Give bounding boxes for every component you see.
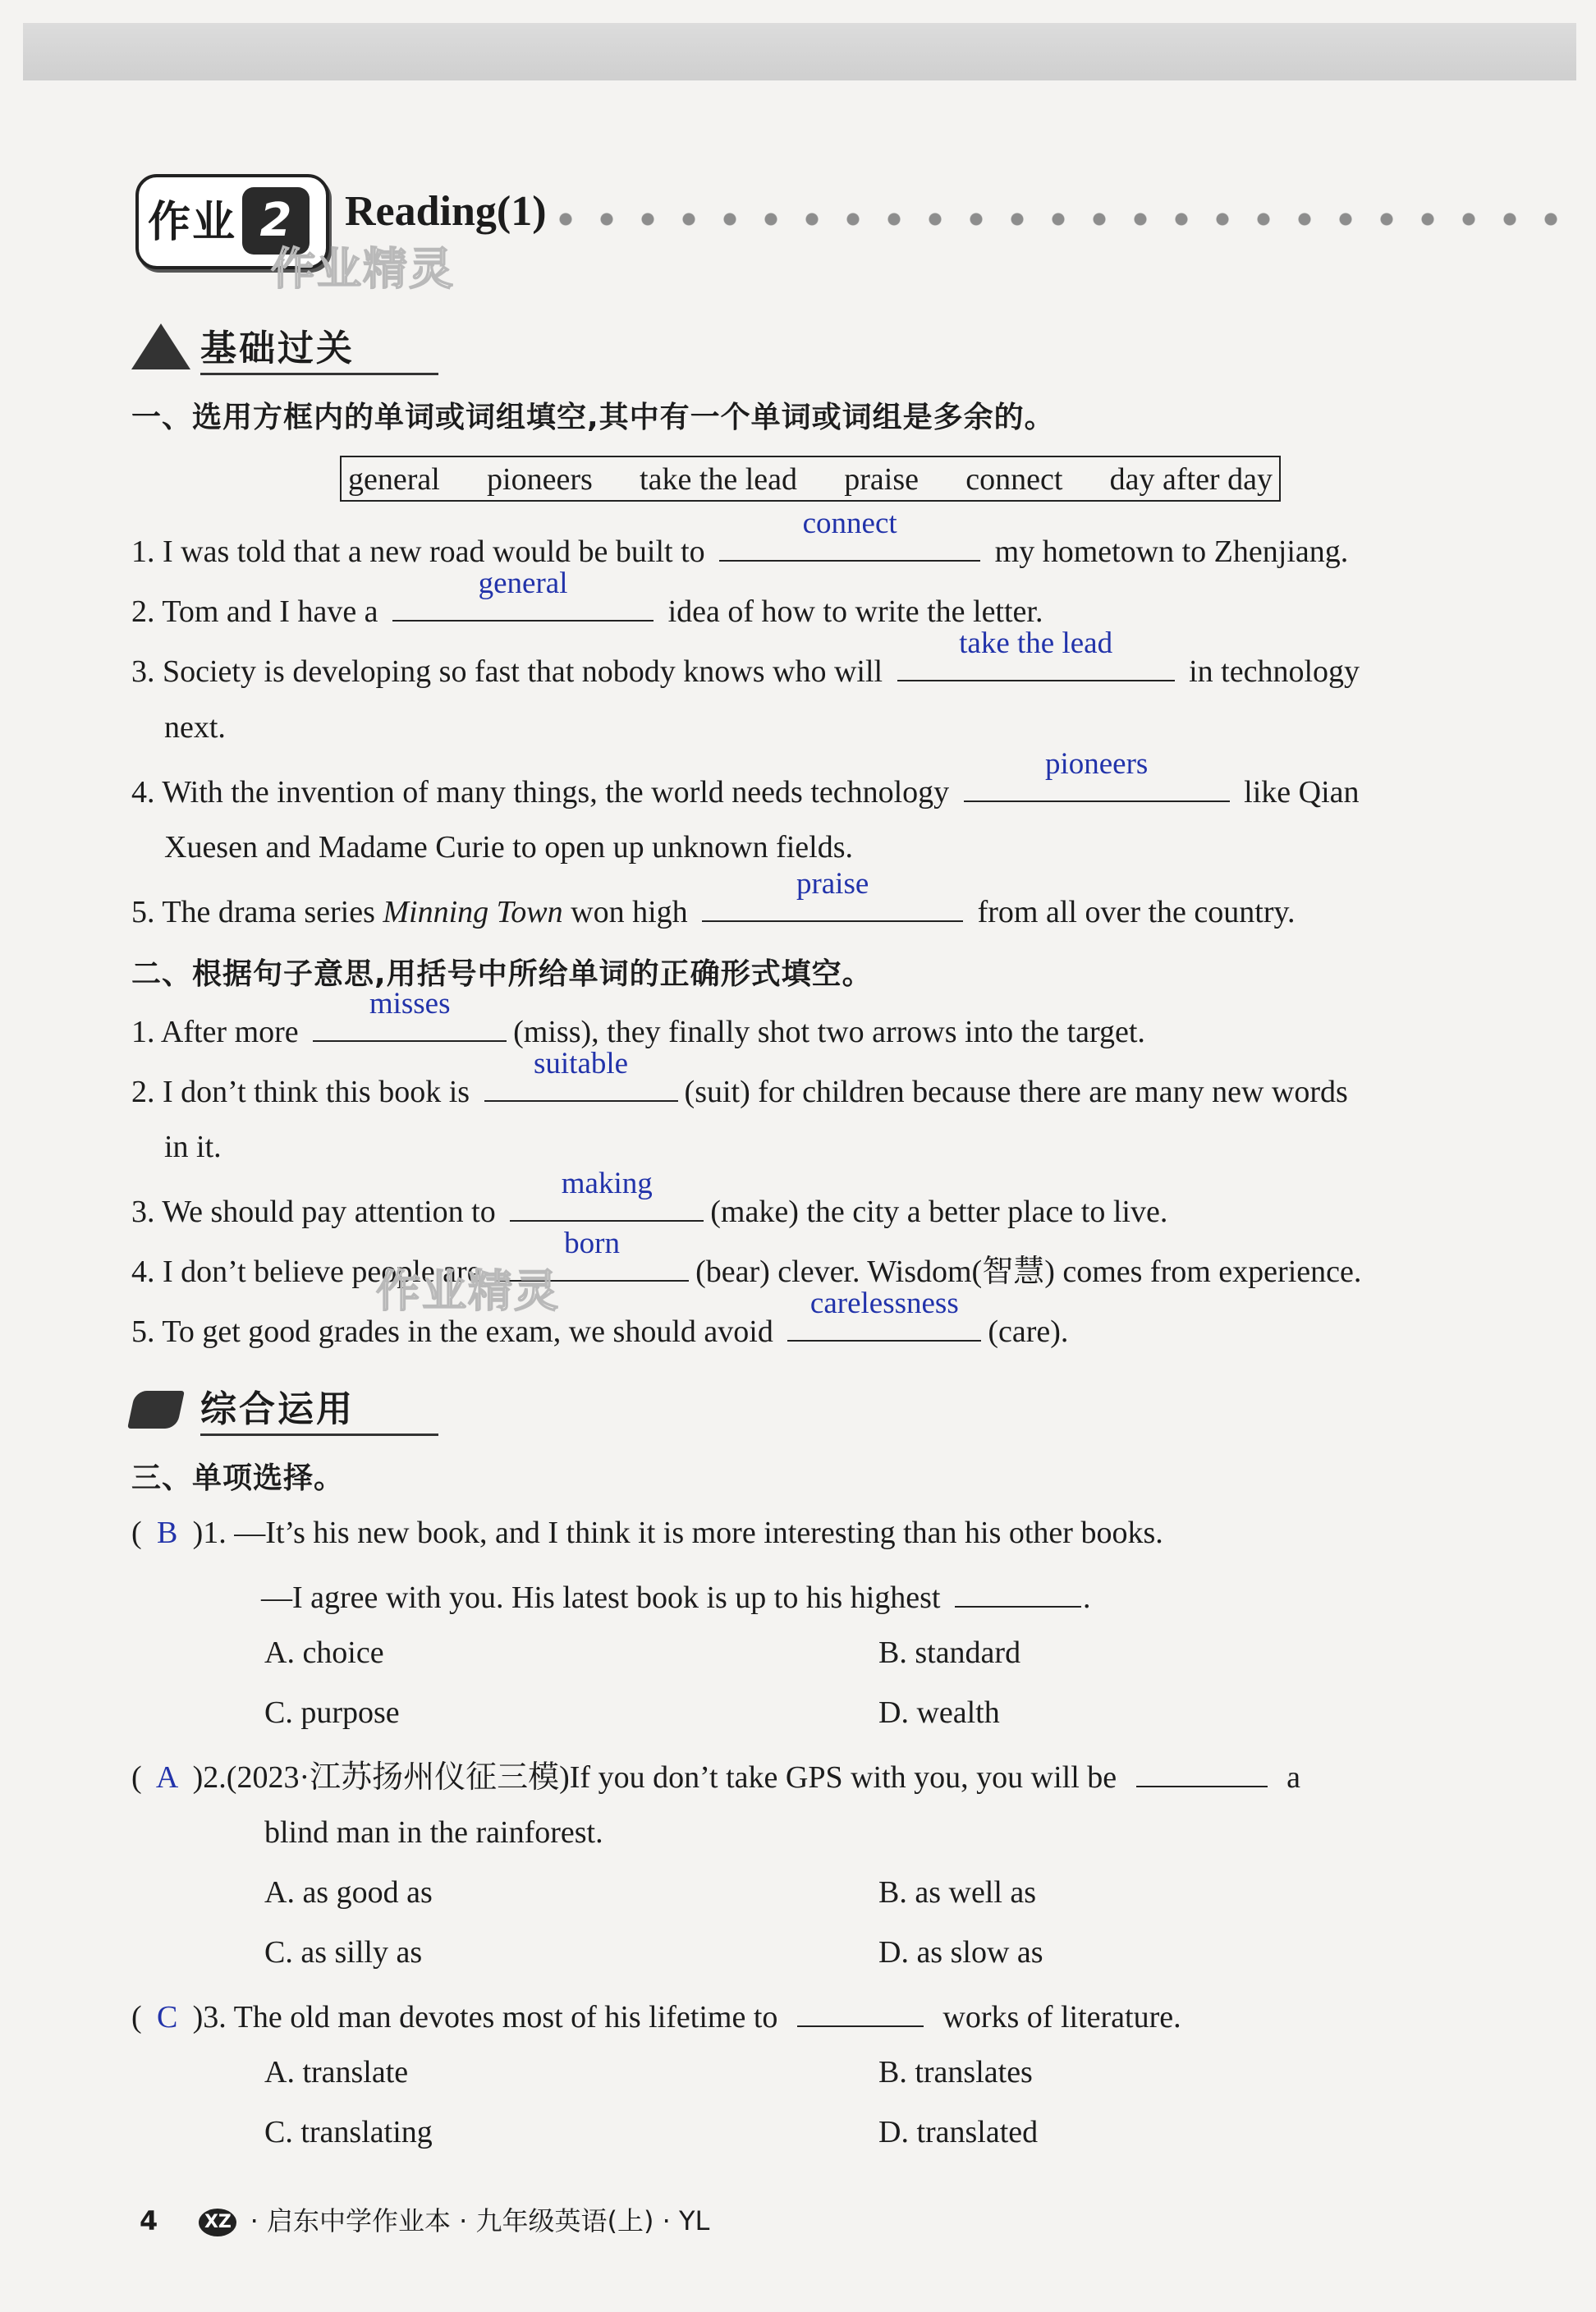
part3-q3: ( C )3. The old man devotes most of his lifetime to works of literature. — [131, 1993, 1181, 2037]
question-text: )1. —It’s his new book, and I think it is more interesting than his other books. — [192, 1516, 1163, 1550]
part2-heading: 二、根据句子意思,用括号中所给单词的正确形式填空。 — [131, 957, 873, 991]
watermark: 作业精灵 — [376, 1265, 560, 1317]
question-text: )3. The old man devotes most of his lifetime to — [192, 2000, 778, 2034]
word-box-item: praise — [844, 462, 919, 497]
part1-q1 — [131, 507, 1349, 571]
handwritten-answer: praise — [796, 867, 869, 901]
question-text: 2. Tom and I have a — [131, 594, 378, 629]
triangle-icon — [131, 323, 190, 369]
question-text: 3. Society is developing so fast that nobody knows who will — [131, 654, 883, 689]
answer-blank[interactable] — [702, 867, 963, 922]
part3-q2: ( A )2.(2023·江苏扬州仪征三模)If you don’t take GPS with you, you will be a — [131, 1753, 1300, 1797]
section-basic-title: 基础过关 — [200, 319, 438, 375]
answer-blank[interactable] — [787, 1287, 981, 1342]
question-text: 5. The drama series — [131, 895, 375, 929]
choice-answer: A — [155, 1760, 179, 1795]
section-comprehensive-title: 综合运用 — [200, 1379, 438, 1436]
question-text: (miss), they finally shot two arrows into the target. — [513, 1015, 1145, 1049]
option[interactable]: A. translate — [264, 2055, 409, 2090]
answer-blank[interactable] — [719, 507, 980, 562]
option[interactable]: D. translated — [878, 2115, 1039, 2149]
part1-q3 — [131, 626, 1360, 691]
question-text: in technology — [1189, 654, 1360, 689]
part3-q2-line2: blind man in the rainforest. — [264, 1815, 603, 1850]
answer-blank[interactable] — [484, 1047, 678, 1102]
part3-q1: ( B )1. —It’s his new book, and I think it is more interesting than his other books. — [131, 1513, 1163, 1553]
part2-q4 — [131, 1227, 1362, 1291]
answer-blank[interactable] — [897, 626, 1175, 681]
question-text: like Qian — [1244, 775, 1360, 810]
option[interactable]: A. as good as — [264, 1875, 433, 1910]
question-text: from all over the country. — [977, 895, 1296, 929]
handwritten-answer: carelessness — [809, 1287, 959, 1320]
handwritten-answer: born — [564, 1227, 620, 1260]
brush-icon — [127, 1391, 185, 1429]
handwritten-answer: pioneers — [1044, 747, 1149, 781]
answer-blank[interactable] — [392, 567, 654, 622]
page-title: Reading(1) — [345, 188, 547, 235]
question-text: (bear) clever. Wisdom(智慧) comes from experience. — [695, 1255, 1362, 1289]
option[interactable]: B. standard — [878, 1635, 1021, 1670]
option[interactable]: C. purpose — [264, 1695, 400, 1730]
question-text: 5. To get good grades in the exam, we should avoid — [131, 1314, 773, 1349]
question-text: 4. I don’t believe people are — [131, 1255, 481, 1289]
footer-text: · 启东中学作业本 · 九年级英语(上) · YL — [250, 2205, 710, 2236]
choice-answer: C — [156, 2000, 178, 2034]
question-text: 1. After more — [131, 1015, 299, 1049]
handwritten-answer: making — [561, 1167, 653, 1200]
handwritten-answer: connect — [802, 507, 897, 540]
question-text: 1. I was told that a new road would be built to — [131, 534, 705, 569]
publisher-logo: XZ — [199, 2209, 236, 2236]
part1-heading: 一、选用方框内的单词或词组填空,其中有一个单词或词组是多余的。 — [131, 401, 1055, 434]
homework-number: 2 — [242, 187, 310, 255]
part2-q2 — [131, 1047, 1348, 1112]
choice-answer: B — [156, 1516, 178, 1550]
page-number: 4 — [140, 2205, 158, 2236]
answer-blank[interactable] — [510, 1167, 704, 1222]
question-text: 3. We should pay attention to — [131, 1195, 496, 1229]
part1-q4 — [131, 747, 1360, 812]
option[interactable]: A. choice — [264, 1635, 384, 1670]
question-text: (suit) for children because there are many new words — [684, 1075, 1348, 1109]
watermark: 作业精灵 — [271, 243, 455, 295]
word-box-item: take the lead — [640, 462, 798, 497]
option[interactable]: C. translating — [264, 2115, 433, 2149]
part1-q5 — [131, 867, 1296, 932]
handwritten-answer: take the lead — [959, 626, 1113, 660]
part3-q1-line2: —I agree with you. His latest book is up to his highest . — [261, 1573, 1090, 1617]
answer-blank[interactable] — [964, 747, 1230, 802]
question-text: (care). — [988, 1314, 1069, 1349]
dotted-divider — [558, 212, 1576, 227]
question-text: (make) the city a better place to live. — [710, 1195, 1168, 1229]
handwritten-answer: misses — [369, 987, 451, 1021]
word-box-item: connect — [965, 462, 1063, 497]
question-text: won high — [571, 895, 688, 929]
question-text: —I agree with you. His latest book is up to his highest — [261, 1580, 941, 1615]
question-text: my hometown to Zhenjiang. — [994, 534, 1349, 569]
option[interactable]: B. translates — [878, 2055, 1033, 2090]
part2-q2-cont: in it. — [164, 1130, 222, 1164]
word-box-item: pioneers — [487, 462, 593, 497]
answer-blank[interactable] — [955, 1573, 1081, 1608]
answer-blank[interactable] — [797, 1993, 924, 2027]
option[interactable]: D. wealth — [878, 1695, 1000, 1730]
answer-blank[interactable] — [313, 987, 507, 1042]
question-text: works of literature. — [942, 2000, 1181, 2034]
question-text: 2. I don’t think this book is — [131, 1075, 470, 1109]
option[interactable]: B. as well as — [878, 1875, 1037, 1910]
answer-blank[interactable] — [1136, 1753, 1268, 1787]
footer — [140, 2200, 709, 2238]
handwritten-answer: general — [478, 567, 568, 600]
handwritten-answer: suitable — [534, 1047, 629, 1080]
question-text: 4. With the invention of many things, the world needs technology — [131, 775, 950, 810]
option[interactable]: C. as silly as — [264, 1935, 423, 1970]
word-box-item: general — [348, 462, 440, 497]
part1-q3-cont: next. — [164, 710, 226, 745]
question-text: )2.(2023·江苏扬州仪征三模)If you don’t take GPS with you, you will be — [192, 1760, 1117, 1795]
part1-q4-cont: Xuesen and Madame Curie to open up unknown fields. — [164, 830, 853, 865]
homework-label: 作业 — [148, 198, 237, 247]
option[interactable]: D. as slow as — [878, 1935, 1043, 1970]
part3-heading: 三、单项选择。 — [131, 1461, 345, 1495]
word-box-item: day after day — [1109, 462, 1273, 497]
question-text: a — [1286, 1760, 1301, 1795]
question-text: idea of how to write the letter. — [667, 594, 1043, 629]
drama-title: Minning Town — [383, 895, 563, 929]
word-box — [340, 456, 1281, 502]
